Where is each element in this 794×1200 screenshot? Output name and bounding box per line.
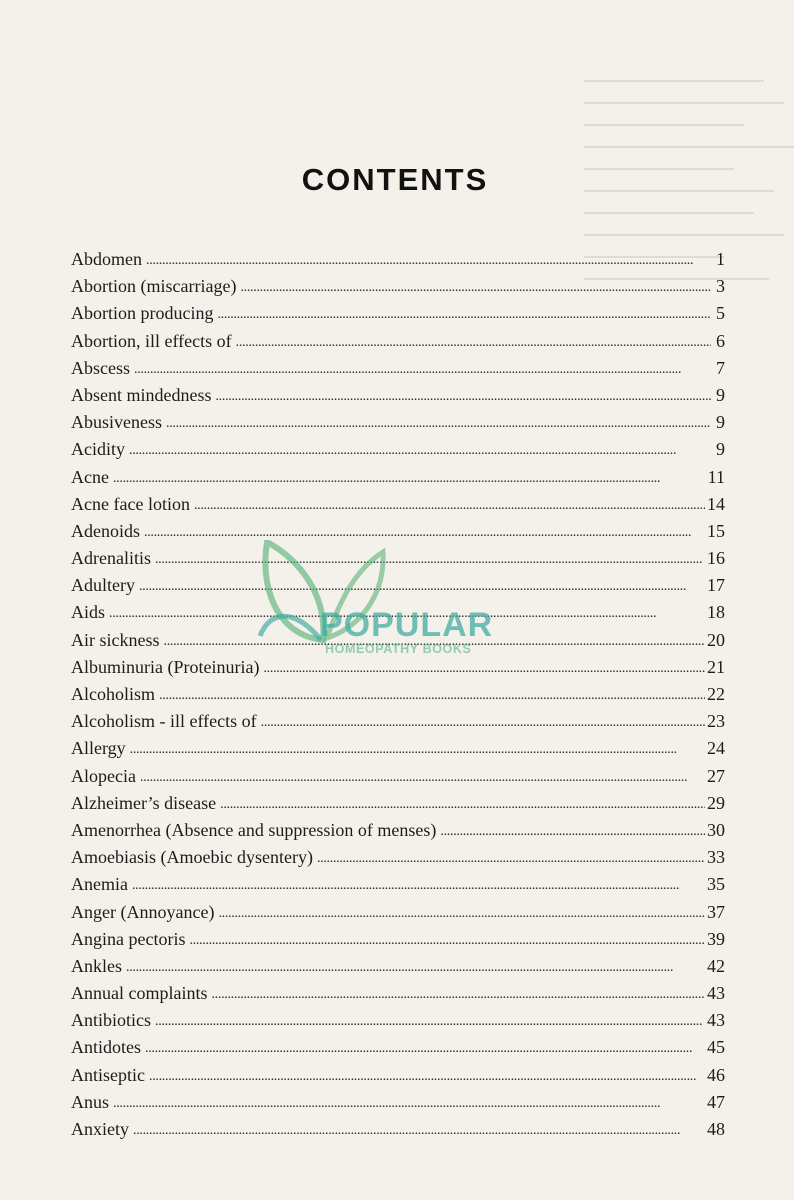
toc-entry-label: Aids [71, 602, 106, 623]
toc-entry-page-number: 3 [716, 276, 725, 297]
dot-leader [139, 571, 705, 600]
toc-entry-page-number: 23 [707, 711, 725, 732]
toc-entry[interactable] [71, 681, 725, 708]
dot-leader [155, 1006, 705, 1035]
dot-leader [144, 517, 705, 546]
toc-entry-page-number: 20 [707, 629, 725, 650]
watermark-subtitle: HOMEOPATHY BOOKS [325, 642, 472, 656]
toc-entry[interactable] [71, 1007, 725, 1034]
dot-leader [194, 490, 705, 519]
toc-entry-page-number: 45 [707, 1037, 725, 1058]
toc-entry-label: Allergy [71, 738, 126, 759]
toc-entry[interactable] [71, 844, 725, 871]
toc-entry-page-number: 39 [707, 928, 725, 949]
toc-entry[interactable] [71, 1116, 725, 1143]
toc-entry-label: Ankles [71, 955, 122, 976]
toc-entry[interactable] [71, 436, 725, 463]
toc-entry[interactable] [71, 273, 725, 300]
toc-entry-label: Antiseptic [71, 1064, 145, 1085]
toc-entry-label: Abusiveness [71, 412, 162, 433]
toc-entry[interactable] [71, 545, 725, 572]
dot-leader [215, 381, 711, 410]
toc-entry-page-number: 17 [707, 575, 725, 596]
toc-entry[interactable] [71, 817, 725, 844]
toc-entry[interactable] [71, 518, 725, 545]
toc-entry-page-number: 11 [707, 466, 725, 487]
toc-entry-page-number: 7 [716, 357, 725, 378]
dot-leader [261, 707, 705, 736]
dot-leader [166, 408, 711, 437]
dot-leader [109, 598, 705, 627]
dot-leader [220, 789, 705, 818]
dot-leader [133, 1115, 705, 1144]
dot-leader [129, 435, 711, 464]
toc-entry-label: Alzheimer’s disease [71, 792, 217, 813]
toc-entry[interactable] [71, 1034, 725, 1061]
toc-entry-label: Alcoholism - ill effects of [71, 711, 257, 732]
toc-entry-label: Amoebiasis (Amoebic dysentery) [71, 847, 313, 868]
dot-leader [159, 680, 705, 709]
toc-entry-label: Abortion producing [71, 303, 214, 324]
toc-entry-page-number: 9 [716, 384, 725, 405]
toc-entry[interactable] [71, 246, 725, 273]
toc-entry[interactable] [71, 926, 725, 953]
toc-entry-page-number: 1 [716, 249, 725, 269]
dot-leader [155, 544, 705, 573]
toc-entry-label: Acne face lotion [71, 493, 190, 514]
dot-leader [149, 1061, 705, 1090]
toc-entry-page-number: 24 [707, 738, 725, 759]
dot-leader [113, 1088, 705, 1117]
toc-entry-label: Anger (Annoyance) [71, 901, 215, 922]
toc-entry[interactable] [71, 627, 725, 654]
toc-entry[interactable] [71, 790, 725, 817]
toc-entry[interactable] [71, 708, 725, 735]
toc-entry-label: Alcoholism [71, 684, 155, 704]
toc-entry-label: Alopecia [71, 765, 136, 786]
toc-entry-page-number: 27 [707, 765, 725, 786]
toc-entry-page-number: 9 [716, 412, 725, 433]
toc-entry-page-number: 15 [707, 520, 725, 541]
toc-entry[interactable] [71, 899, 725, 926]
toc-entry[interactable] [71, 382, 725, 409]
toc-entry-label: Abortion, ill effects of [71, 330, 232, 351]
toc-entry-page-number: 43 [707, 983, 725, 1004]
toc-entry-page-number: 46 [707, 1064, 725, 1085]
toc-entry-label: Albuminuria (Proteinuria) [71, 656, 260, 677]
toc-entry-label: Acne [71, 466, 109, 487]
dot-leader [440, 816, 705, 845]
toc-entry[interactable] [71, 1062, 725, 1089]
toc-entry[interactable] [71, 654, 725, 681]
toc-entry[interactable] [71, 735, 725, 762]
toc-entry-page-number: 30 [707, 819, 725, 840]
toc-entry[interactable] [71, 980, 725, 1007]
dot-leader [236, 327, 711, 356]
toc-entry-page-number: 43 [707, 1010, 725, 1031]
toc-entry[interactable] [71, 572, 725, 599]
toc-entry-page-number: 14 [707, 493, 725, 514]
toc-entry-label: Anxiety [71, 1119, 129, 1139]
toc-entry-page-number: 29 [707, 792, 725, 813]
toc-entry-page-number: 48 [707, 1119, 725, 1139]
toc-entry-label: Adultery [71, 575, 135, 596]
dot-leader [263, 653, 705, 682]
toc-entry[interactable] [71, 953, 725, 980]
dot-leader [132, 870, 705, 899]
toc-entry-label: Angina pectoris [71, 928, 186, 949]
toc-entry-page-number: 42 [707, 955, 725, 976]
dot-leader [164, 626, 706, 655]
toc-entry[interactable] [71, 464, 725, 491]
dot-leader [240, 272, 711, 301]
toc-entry-label: Amenorrhea (Absence and suppression of menses) [71, 819, 437, 840]
toc-entry-page-number: 21 [707, 656, 725, 677]
toc-entry-label: Abscess [71, 357, 130, 378]
toc-entry-page-number: 18 [707, 602, 725, 623]
dot-leader [126, 952, 705, 981]
toc-entry-page-number: 47 [707, 1091, 725, 1112]
dot-leader [145, 1033, 705, 1062]
toc-entry-page-number: 5 [716, 303, 725, 324]
toc-entry[interactable] [71, 871, 725, 898]
toc-entry-label: Adrenalitis [71, 548, 151, 569]
toc-entry[interactable] [71, 328, 725, 355]
toc-entry[interactable] [71, 1089, 725, 1116]
toc-entry[interactable] [71, 409, 725, 436]
page-title: CONTENTS [301, 162, 489, 197]
toc-entry-label: Antidotes [71, 1037, 141, 1058]
toc-entry-label: Antibiotics [71, 1010, 151, 1031]
dot-leader [217, 299, 711, 328]
toc-entry-page-number: 35 [707, 874, 725, 895]
toc-entry-page-number: 6 [716, 330, 725, 351]
toc-entry-page-number: 9 [716, 439, 725, 460]
dot-leader [140, 762, 705, 791]
toc-entry[interactable] [71, 599, 725, 626]
toc-entry-label: Abdomen [71, 249, 142, 269]
dot-leader [211, 979, 705, 1008]
dot-leader [134, 354, 711, 383]
dot-leader [189, 925, 705, 954]
toc-entry[interactable] [71, 763, 725, 790]
dot-leader [218, 898, 705, 927]
dot-leader [146, 245, 711, 274]
toc-entry-label: Abortion (miscarriage) [71, 276, 237, 297]
toc-entry-label: Adenoids [71, 520, 140, 541]
dot-leader [113, 463, 706, 492]
toc-entry-page-number: 22 [707, 684, 725, 704]
toc-entry[interactable] [71, 300, 725, 327]
toc-entry[interactable] [71, 355, 725, 382]
dot-leader [130, 734, 705, 763]
table-of-contents [71, 246, 725, 1143]
toc-entry-page-number: 37 [707, 901, 725, 922]
toc-entry-label: Anemia [71, 874, 128, 895]
watermark-brand: POPULAR [320, 606, 494, 644]
toc-entry-label: Air sickness [71, 629, 160, 650]
toc-entry-label: Annual complaints [71, 983, 208, 1004]
toc-entry[interactable] [71, 491, 725, 518]
toc-entry-page-number: 16 [707, 548, 725, 569]
toc-entry-page-number: 33 [707, 847, 725, 868]
toc-entry-label: Absent mindedness [71, 384, 212, 405]
dot-leader [317, 843, 705, 872]
toc-entry-label: Acidity [71, 439, 125, 460]
toc-entry-label: Anus [71, 1091, 110, 1112]
